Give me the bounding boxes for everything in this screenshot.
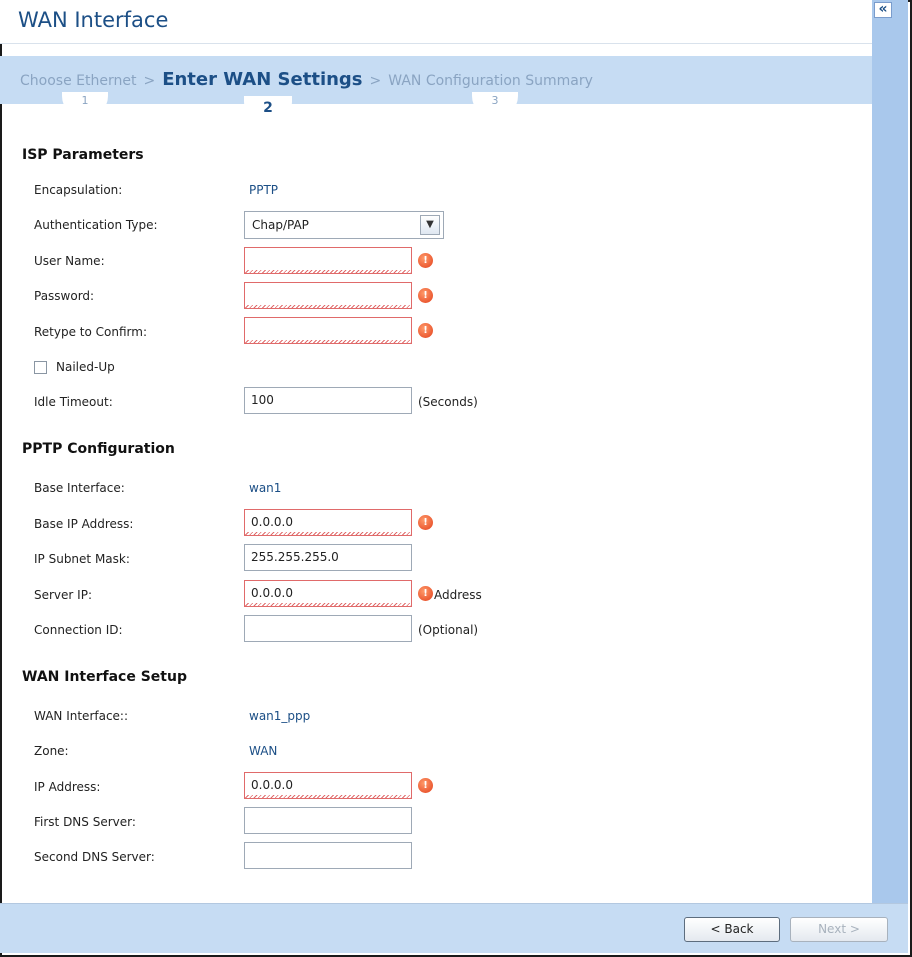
wan-interface-value: wan1_ppp xyxy=(249,709,311,723)
pptp-configuration-heading: PPTP Configuration xyxy=(22,441,175,457)
wizard-step-3-label: WAN Configuration Summary xyxy=(388,73,593,89)
authentication-type-value: Chap/PAP xyxy=(252,218,309,232)
password-input[interactable] xyxy=(244,282,412,309)
wizard-separator: > xyxy=(369,73,382,89)
error-icon: ! xyxy=(418,778,433,793)
error-icon: ! xyxy=(418,253,433,268)
idle-timeout-unit: (Seconds) xyxy=(418,395,478,409)
wizard-step-2-label: Enter WAN Settings xyxy=(162,69,363,90)
base-ip-address-input[interactable]: 0.0.0.0 xyxy=(244,509,412,536)
ip-subnet-mask-input[interactable]: 255.255.255.0 xyxy=(244,544,412,571)
authentication-type-label: Authentication Type: xyxy=(34,218,158,232)
ip-subnet-mask-label: IP Subnet Mask: xyxy=(34,552,130,566)
right-panel-rail xyxy=(872,0,908,903)
isp-parameters-heading: ISP Parameters xyxy=(22,147,144,163)
base-ip-address-label: Base IP Address: xyxy=(34,517,134,531)
error-icon: ! xyxy=(418,586,433,601)
wizard-step-1-number: 1 xyxy=(62,92,108,118)
wizard-separator: > xyxy=(143,73,156,89)
error-icon: ! xyxy=(418,323,433,338)
zone-label: Zone: xyxy=(34,744,69,758)
second-dns-server-input[interactable] xyxy=(244,842,412,869)
connection-id-input[interactable] xyxy=(244,615,412,642)
retype-confirm-label: Retype to Confirm: xyxy=(34,325,148,339)
user-name-input[interactable] xyxy=(244,247,412,274)
zone-value: WAN xyxy=(249,744,278,758)
connection-id-label: Connection ID: xyxy=(34,623,123,637)
base-interface-label: Base Interface: xyxy=(34,481,125,495)
first-dns-server-input[interactable] xyxy=(244,807,412,834)
ip-address-input[interactable]: 0.0.0.0 xyxy=(244,772,412,799)
password-label: Password: xyxy=(34,289,95,303)
collapse-panel-button[interactable] xyxy=(874,2,892,18)
server-ip-suffix: Address xyxy=(434,588,482,602)
error-icon: ! xyxy=(418,515,433,530)
user-name-label: User Name: xyxy=(34,254,105,268)
nailed-up-label: Nailed-Up xyxy=(56,360,115,374)
title-bar xyxy=(0,0,872,44)
second-dns-server-label: Second DNS Server: xyxy=(34,850,155,864)
authentication-type-select[interactable] xyxy=(244,211,444,239)
server-ip-label: Server IP: xyxy=(34,588,92,602)
idle-timeout-input[interactable]: 100 xyxy=(244,387,412,414)
double-chevron-left-icon: « xyxy=(878,1,888,17)
retype-confirm-input[interactable] xyxy=(244,317,412,344)
wizard-progress xyxy=(0,56,872,104)
wizard-step-3-number: 3 xyxy=(472,92,518,118)
error-icon: ! xyxy=(418,288,433,303)
encapsulation-value: PPTP xyxy=(249,183,279,197)
wan-interface-label: WAN Interface:: xyxy=(34,709,129,723)
back-button[interactable]: < Back xyxy=(684,917,780,942)
ip-address-label: IP Address: xyxy=(34,780,101,794)
idle-timeout-label: Idle Timeout: xyxy=(34,395,113,409)
server-ip-input[interactable]: 0.0.0.0 xyxy=(244,580,412,607)
wizard-step-1-label: Choose Ethernet xyxy=(20,73,137,89)
page-title: WAN Interface xyxy=(18,8,169,32)
chevron-down-icon[interactable]: ▼ xyxy=(420,215,440,235)
wan-interface-setup-heading: WAN Interface Setup xyxy=(22,669,187,685)
encapsulation-label: Encapsulation: xyxy=(34,183,123,197)
first-dns-server-label: First DNS Server: xyxy=(34,815,136,829)
next-button[interactable]: Next > xyxy=(790,917,888,942)
connection-id-suffix: (Optional) xyxy=(418,623,479,637)
wizard-steps xyxy=(20,69,593,90)
wizard-step-2-number: 2 xyxy=(244,96,292,124)
base-interface-value: wan1 xyxy=(249,481,282,495)
nailed-up-checkbox[interactable] xyxy=(34,361,47,374)
